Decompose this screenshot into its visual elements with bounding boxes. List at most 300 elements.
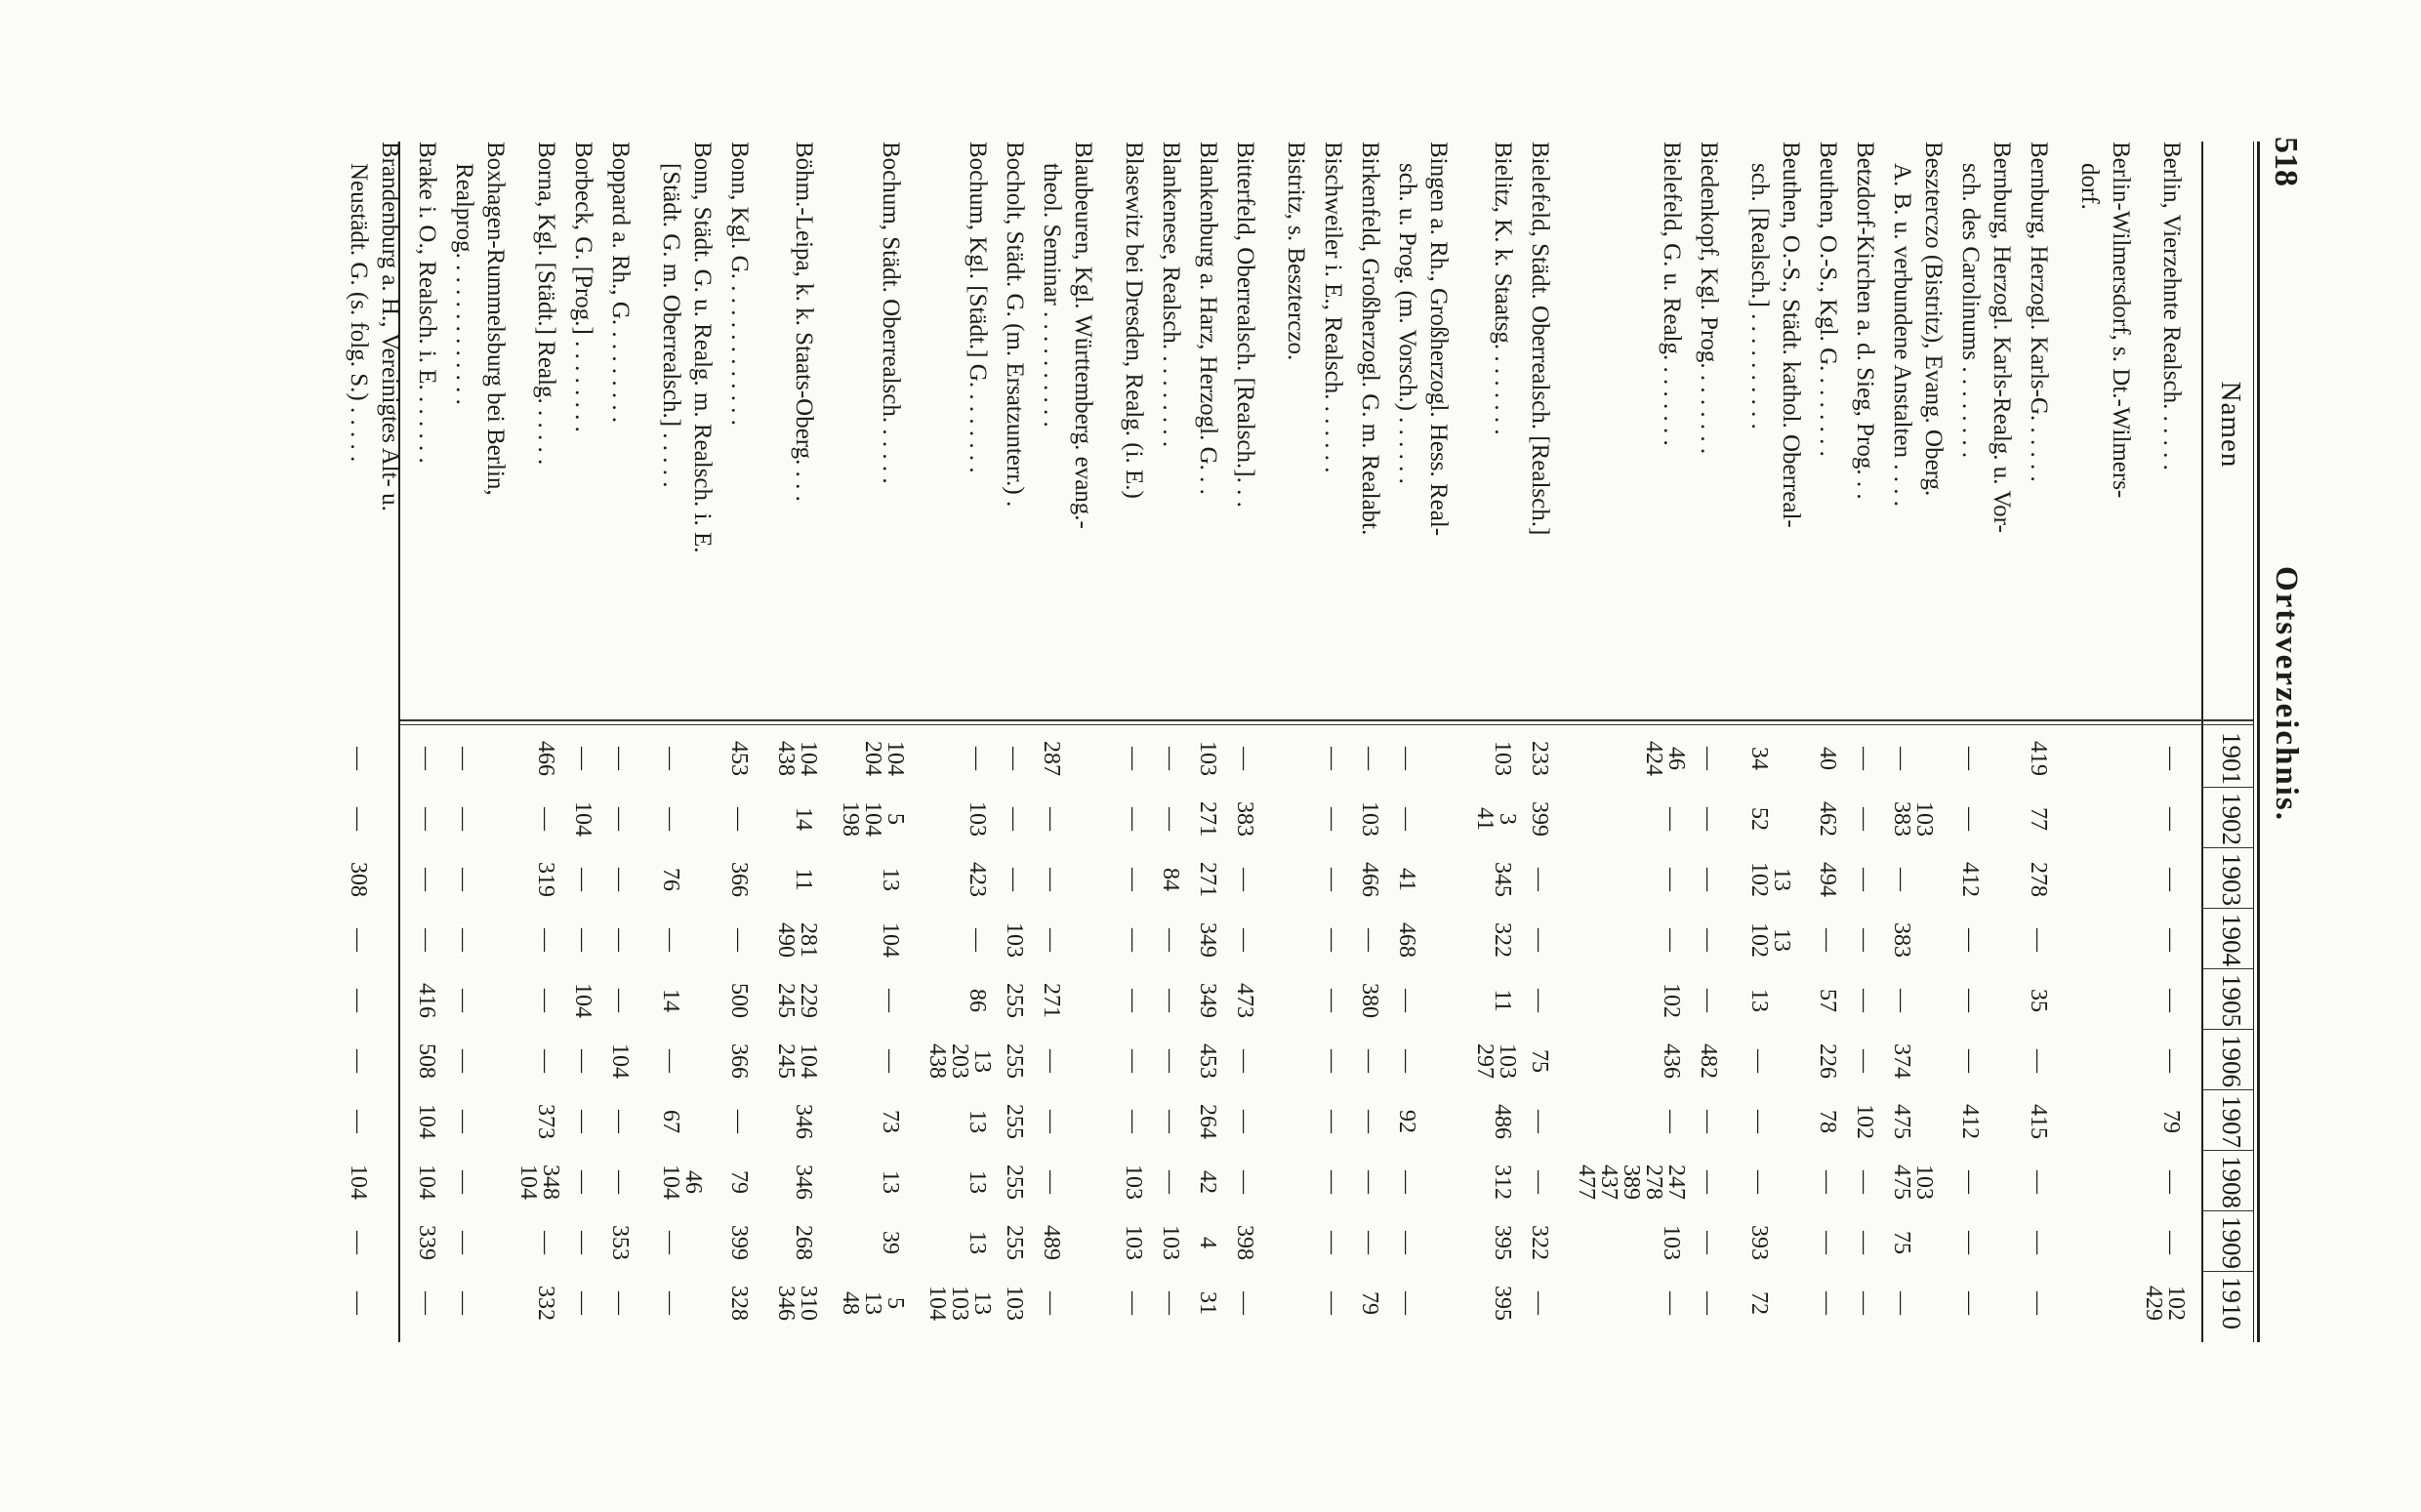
institution-name: Bischweiler i. E., Realsch. . . . . . . (1320, 142, 1346, 473)
year-cell: — (570, 1110, 595, 1133)
year-cell: — (1659, 1110, 1684, 1133)
year-cell: — (1696, 1291, 1721, 1315)
year-cell: — (1527, 1170, 1552, 1194)
year-cell: — (1659, 807, 1684, 831)
year-cell: 103 (1121, 1225, 1146, 1260)
institution-name: Beuthen, O.-S., Städt. kathol. Oberreal- (1778, 142, 1804, 528)
year-cell: 42 (1195, 1170, 1220, 1194)
table-row (530, 142, 561, 713)
year-cell: 4 (1195, 1237, 1220, 1248)
year-cell: — (570, 747, 595, 770)
year-cell: — (451, 1110, 476, 1133)
institution-name: Bonn, Kgl. G. . . . . . . . . . . . . (726, 142, 753, 426)
year-cell: — (533, 989, 558, 1012)
year-cell: 412 (1957, 862, 1983, 897)
year-cell: — (1121, 928, 1146, 952)
year-cell: — (1852, 989, 1877, 1012)
year-cell: 353 (607, 1225, 633, 1260)
year-cell: 264 (1195, 1104, 1220, 1139)
year-cell: — (1357, 1110, 1382, 1133)
year-cell: 103 297 (1472, 1043, 1520, 1079)
year-cell: — (451, 1049, 476, 1073)
year-cell: — (1320, 1291, 1345, 1315)
year-cell: — (1746, 1110, 1772, 1133)
year-cell: 104 (414, 1165, 439, 1200)
year-cell: — (346, 989, 371, 1012)
year-cell: 271 (1039, 983, 1064, 1018)
year-cell: 255 (1002, 1104, 1027, 1139)
institution-name: Borna, Kgl. [Städt.] Realg. . . . . . (533, 142, 559, 466)
year-cell: — (570, 1049, 595, 1073)
year-cell: 103 (1158, 1225, 1183, 1260)
year-column-rule (2202, 787, 2253, 788)
institution-name: Boxhagen-Rummelsburg bei Berlin, (482, 142, 509, 496)
year-cell: — (1527, 1291, 1552, 1315)
year-cell: — (2158, 868, 2184, 891)
year-cell: 395 (1490, 1286, 1515, 1321)
year-cell: — (1696, 928, 1721, 952)
institution-name-continued: theol. Seminar . . . . . . . . . . (1039, 163, 1065, 428)
institution-name-continued: A. B. u. verbundene Anstalten . . . . (1889, 163, 1915, 508)
year-cell: — (2158, 1231, 2184, 1254)
year-cell: — (570, 928, 595, 952)
year-cell: — (2158, 1049, 2184, 1073)
year-cell: 395 (1490, 1225, 1515, 1260)
table-row (1354, 142, 1385, 713)
year-cell: 104 (414, 1104, 439, 1139)
year-cell: — (1889, 989, 1914, 1012)
year-cell: — (1527, 989, 1552, 1012)
year-cell: — (1696, 747, 1721, 770)
year-cell: — (1121, 989, 1146, 1012)
institution-name: Betzdorf-Kirchen a. d. Sieg, Prog. . . (1852, 142, 1878, 500)
year-cell: — (1394, 1231, 1419, 1254)
year-column-rule (2202, 1150, 2253, 1151)
year-header: 1904 (2217, 914, 2246, 966)
year-cell: 255 (1002, 1165, 1027, 1200)
year-cell: — (1889, 868, 1914, 891)
year-cell: 84 (1158, 868, 1183, 891)
institution-name: Bochum, Städt. Oberrealsch. . . . . . (878, 142, 904, 484)
year-cell: 489 (1039, 1225, 1064, 1260)
year-cell: 255 (1002, 1043, 1027, 1079)
year-header: 1901 (2217, 732, 2246, 785)
year-cell: 399 (726, 1225, 752, 1260)
institution-name: Biedenkopf, Kgl. Prog. . . . . . . . (1696, 142, 1722, 455)
year-cell: 366 (726, 862, 752, 897)
year-cell: — (1659, 868, 1684, 891)
year-cell: — (346, 1291, 371, 1315)
year-cell: — (1527, 1110, 1552, 1133)
year-cell: 79 (2158, 1110, 2184, 1133)
table-row (2073, 142, 2136, 713)
year-cell: — (1659, 928, 1684, 952)
year-cell: — (414, 868, 439, 891)
year-cell: 255 (1002, 1225, 1027, 1260)
institution-name-continued: sch. des Carolinums . . . . . . . . (1957, 163, 1984, 459)
year-cell: 322 (1527, 1225, 1552, 1260)
year-cell: — (607, 1110, 633, 1133)
year-column-rule (2202, 1089, 2253, 1090)
year-cell: 322 (1490, 922, 1515, 958)
year-cell: — (658, 1049, 683, 1073)
institution-name-continued: dorf. (2076, 163, 2103, 210)
year-cell: — (1039, 1291, 1064, 1315)
year-header: 1909 (2217, 1216, 2246, 1269)
institution-name: Bochum, Kgl. [Städt.] G. . . . . . . . (964, 142, 991, 473)
year-cell: 13 (878, 1170, 903, 1194)
year-cell: 412 (1957, 1104, 1983, 1139)
year-cell: 398 (1232, 1225, 1257, 1260)
year-cell: — (414, 1291, 439, 1315)
year-cell: 229 245 (773, 983, 821, 1018)
page-number: 518 (2268, 137, 2304, 186)
year-cell: 500 (726, 983, 752, 1018)
table-row (1391, 142, 1454, 713)
year-cell: — (1852, 807, 1877, 831)
year-cell: — (1957, 989, 1983, 1012)
year-cell: — (1852, 1291, 1877, 1315)
year-cell: — (2026, 1170, 2051, 1194)
table-row (567, 142, 598, 713)
year-cell: — (533, 1231, 558, 1254)
year-cell: 328 (726, 1286, 752, 1321)
institution-name: Bielefeld, G. u. Realg. . . . . . . . (1659, 142, 1685, 446)
table-top-rule-thin (2253, 142, 2254, 1342)
institution-name: Beszterczo (Bistritz), Evang. Oberg. (1920, 142, 1947, 497)
year-cell: 436 (1659, 1043, 1684, 1079)
year-cell: 419 (2026, 741, 2051, 776)
year-cell: — (1394, 1049, 1419, 1073)
year-cell: — (533, 1049, 558, 1073)
year-header: 1908 (2217, 1156, 2246, 1208)
year-cell: — (1121, 1291, 1146, 1315)
year-cell: — (1527, 928, 1552, 952)
year-cell: — (451, 928, 476, 952)
year-cell: — (346, 928, 371, 952)
year-cell: 102 429 (2141, 1286, 2189, 1321)
year-cell: — (1889, 747, 1914, 770)
table-row (1693, 142, 1724, 713)
year-cell: — (607, 1291, 633, 1315)
year-cell: — (2158, 747, 2184, 770)
year-cell: — (1158, 989, 1183, 1012)
year-cell: — (1232, 1291, 1257, 1315)
year-cell: — (658, 928, 683, 952)
year-cell: — (607, 1170, 633, 1194)
year-cell: — (1232, 747, 1257, 770)
year-cell: 247 278 389 437 477 (1574, 1165, 1689, 1200)
year-header: 1902 (2217, 793, 2246, 845)
year-cell: 103 (1002, 922, 1027, 958)
year-cell: — (2158, 807, 2184, 831)
year-cell: 319 (533, 862, 558, 897)
year-cell: 13 102 (1746, 862, 1794, 897)
year-cell: — (346, 1231, 371, 1254)
table-row (448, 142, 511, 713)
year-cell: 79 (1357, 1291, 1382, 1315)
institution-name: Birkenfeld, Großherzogl. G. m. Realabt. (1357, 142, 1383, 536)
year-column-rule (2202, 1210, 2253, 1211)
institution-name: Boppard a. Rh., G. . . . . . . . . (607, 142, 634, 424)
year-cell: 332 (533, 1286, 558, 1321)
year-cell: 466 (1357, 862, 1382, 897)
year-cell: 349 (1195, 983, 1220, 1018)
table-top-rule (2257, 142, 2260, 1342)
year-cell: 103 (1490, 741, 1515, 776)
header-rule (2201, 142, 2203, 1342)
year-cell: 103 (964, 801, 990, 837)
institution-name-continued: [Städt. G. m. Oberrealsch.] . . . . . (658, 163, 684, 488)
institution-name-continued: Realprog. . . . . . . . . . . . . (451, 163, 477, 405)
year-header: 1905 (2217, 974, 2246, 1027)
year-cell: — (607, 807, 633, 831)
year-cell: — (1957, 1231, 1983, 1254)
year-cell: 13 203 438 (924, 1043, 995, 1079)
year-cell: — (726, 1110, 752, 1133)
year-cell: 104 (878, 922, 903, 958)
year-cell: — (2026, 928, 2051, 952)
institution-name: Bernburg, Herzogl. Karls-Realg. u. Vor- (1989, 142, 2015, 533)
year-cell: 287 (1039, 741, 1064, 776)
institution-name: Bocholt, Städt. G. (m. Ersatzunterr.) . (1002, 142, 1028, 508)
table-row (604, 142, 636, 713)
year-cell: 14 (791, 807, 816, 831)
year-cell: — (1232, 1110, 1257, 1133)
year-column-rule (2202, 1271, 2253, 1272)
year-cell: — (1852, 1231, 1877, 1254)
year-cell: — (1158, 747, 1183, 770)
institution-name: Borbeck, G. [Prog.] . . . . . . . . (570, 142, 596, 432)
year-cell: — (726, 928, 752, 952)
table-row (411, 142, 442, 713)
institution-name: Blankenese, Realsch. . . . . . . . . (1158, 142, 1184, 448)
year-cell: — (1889, 1291, 1914, 1315)
table-row (1280, 142, 1311, 713)
year-cell: — (658, 747, 683, 770)
year-cell: 13 (964, 1110, 990, 1133)
year-cell: 78 (1815, 1110, 1840, 1133)
year-cell: — (1232, 928, 1257, 952)
year-cell: 41 (1394, 868, 1419, 891)
year-cell: 34 (1746, 747, 1772, 770)
year-cell: — (346, 747, 371, 770)
year-cell: 5 104 198 (838, 801, 908, 837)
year-cell: 310 346 (773, 1286, 821, 1321)
year-cell: 13 103 104 (924, 1286, 995, 1321)
year-cell: — (1121, 1049, 1146, 1073)
table-row (999, 142, 1030, 713)
year-cell: — (1394, 989, 1419, 1012)
year-cell: — (1852, 928, 1877, 952)
table-row (343, 142, 405, 713)
year-cell: — (607, 928, 633, 952)
year-cell: — (1957, 928, 1983, 952)
year-cell: — (1039, 928, 1064, 952)
year-cell: — (2158, 928, 2184, 952)
year-cell: 104 204 (860, 741, 908, 776)
year-cell: 345 (1490, 862, 1515, 897)
year-cell: — (1121, 1110, 1146, 1133)
year-cell: 5 13 48 (838, 1291, 908, 1315)
institution-name: Bitterfeld, Oberrealsch. [Realsch.]. . . (1232, 142, 1258, 508)
year-cell: — (451, 1291, 476, 1315)
table-row (655, 142, 718, 713)
year-cell: 46 104 (658, 1165, 706, 1200)
table-row (1954, 142, 2017, 713)
table-row (1656, 142, 1687, 713)
year-cell: 13 (1746, 989, 1772, 1012)
year-cell: 281 490 (773, 922, 821, 958)
year-cell: 349 (1195, 922, 1220, 958)
year-header: 1903 (2217, 853, 2246, 906)
year-column-rule (2202, 908, 2253, 909)
year-cell: 268 (791, 1225, 816, 1260)
year-cell: 11 (1490, 989, 1515, 1012)
year-cell: 103 (1195, 741, 1220, 776)
year-cell: — (1659, 1291, 1684, 1315)
year-cell: 104 (607, 1043, 633, 1079)
year-cell: 278 (2026, 862, 2051, 897)
year-cell: — (1394, 807, 1419, 831)
year-cell: — (1039, 1170, 1064, 1194)
year-cell: 76 (658, 868, 683, 891)
institution-name-continued: sch. [Realsch.] . . . . . . . . . . (1746, 163, 1773, 429)
names-column-header: Namen (2215, 381, 2246, 469)
year-cell: 415 (2026, 1104, 2051, 1139)
institution-name-continued: Neustädt. G. (s. folg. S.) . . . . . (346, 163, 372, 463)
year-cell: 35 (2026, 989, 2051, 1012)
year-cell: — (346, 1049, 371, 1073)
institution-name: Bielitz, K. k. Staatsg. . . . . . . . (1490, 142, 1516, 435)
year-cell: 482 (1696, 1043, 1721, 1079)
year-cell: 103 (1659, 1225, 1684, 1260)
year-cell: — (346, 807, 371, 831)
year-cell: 40 (1815, 747, 1840, 770)
year-cell: 67 (658, 1110, 683, 1133)
year-cell: 346 (791, 1165, 816, 1200)
year-cell: — (878, 1049, 903, 1073)
year-cell: — (1527, 868, 1552, 891)
year-cell: — (1852, 1170, 1877, 1194)
institution-name: Berlin, Vierzehnte Realsch. . . . . . (2158, 142, 2185, 470)
register-table (346, 142, 2260, 1342)
year-cell: 271 (1195, 801, 1220, 837)
year-cell: — (1002, 807, 1027, 831)
year-cell: — (1957, 1170, 1983, 1194)
year-cell: — (607, 747, 633, 770)
institution-name: Bistritz, s. Beszterczo. (1283, 142, 1309, 361)
year-cell: — (1232, 1170, 1257, 1194)
institution-name: Beuthen, O.-S., Kgl. G. . . . . . . . (1815, 142, 1841, 457)
year-cell: — (346, 1110, 371, 1133)
year-cell: — (1121, 868, 1146, 891)
table-row (1229, 142, 1260, 713)
column-divider (400, 719, 2253, 721)
institution-name-continued: sch. u. Prog. (m. Vorsch.) . . . . . . (1394, 163, 1420, 484)
year-cell: 346 (791, 1104, 816, 1139)
year-cell: 399 (1527, 801, 1552, 837)
year-cell: 374 (1889, 1043, 1914, 1079)
year-cell: — (1039, 807, 1064, 831)
year-header: 1907 (2217, 1095, 2246, 1148)
year-cell: — (1852, 1049, 1877, 1073)
year-cell: 104 (346, 1165, 371, 1200)
year-cell: — (1158, 1110, 1183, 1133)
year-cell: — (1957, 807, 1983, 831)
year-cell: — (1394, 747, 1419, 770)
institution-name: Blankenburg a. Harz, Herzogl. G. . . (1195, 142, 1221, 495)
year-cell: 102 (1852, 1104, 1877, 1139)
year-cell: — (1121, 807, 1146, 831)
year-cell: 103 383 (1889, 801, 1937, 837)
year-cell: — (570, 1170, 595, 1194)
table-row (788, 142, 819, 713)
table-row (1744, 142, 1806, 713)
year-column-rule (2202, 968, 2253, 969)
year-cell: — (1002, 868, 1027, 891)
year-cell: — (1815, 928, 1840, 952)
table-row (875, 142, 906, 713)
year-cell: — (1696, 1231, 1721, 1254)
year-cell: 373 (533, 1104, 558, 1139)
table-row (1155, 142, 1186, 713)
year-cell: 423 (964, 862, 990, 897)
year-cell: — (2026, 1049, 2051, 1073)
year-cell: — (878, 989, 903, 1012)
year-cell: — (1158, 1170, 1183, 1194)
institution-name: Blasewitz bei Dresden, Realg. (i. E.) (1121, 142, 1147, 499)
table-row (1487, 142, 1518, 713)
year-column-rule (2202, 847, 2253, 848)
table-row (1118, 142, 1149, 713)
institution-name: Brake i. O., Realsch. i. E. . . . . . . (414, 142, 440, 464)
institution-name: Böhm.-Leipa, k. k. Staats-Oberg. . . . (791, 142, 817, 502)
year-cell: — (1320, 1049, 1345, 1073)
year-cell: — (451, 1231, 476, 1254)
year-cell: — (1957, 747, 1983, 770)
institution-name: Bonn, Städt. G. u. Realg. m. Realsch. i. E. (689, 142, 716, 553)
year-cell: — (1394, 1170, 1419, 1194)
year-cell: 348 104 (515, 1165, 563, 1200)
year-cell: 466 (533, 741, 558, 776)
year-column-rule (2202, 1029, 2253, 1030)
institution-name: Blaubeuren, Kgl. Württemberg. evang.- (1070, 142, 1096, 529)
year-cell: 383 (1889, 922, 1914, 958)
year-cell: 453 (1195, 1043, 1220, 1079)
institution-name: Bielefeld, Städt. Oberrealsch. [Realsch.] (1527, 142, 1553, 536)
year-cell: — (1696, 807, 1721, 831)
year-cell: — (2158, 989, 2184, 1012)
year-cell: 104 245 (773, 1043, 821, 1079)
table-row (1886, 142, 1949, 713)
institution-name: Bernburg, Herzogl. Karls-G. . . . . . (2026, 142, 2052, 482)
year-cell: — (1158, 1291, 1183, 1315)
year-cell: — (570, 1231, 595, 1254)
year-cell: 103 (1121, 1165, 1146, 1200)
year-cell: 494 (1815, 862, 1840, 897)
year-cell: 46 424 (1641, 741, 1689, 776)
year-cell: 366 (726, 1043, 752, 1079)
year-cell: 103 (1002, 1286, 1027, 1321)
year-cell: — (1957, 1049, 1983, 1073)
year-cell: — (658, 1291, 683, 1315)
table-row (1317, 142, 1348, 713)
year-cell: 486 (1490, 1104, 1515, 1139)
year-cell: — (533, 928, 558, 952)
year-cell: — (1852, 868, 1877, 891)
year-cell: — (414, 928, 439, 952)
